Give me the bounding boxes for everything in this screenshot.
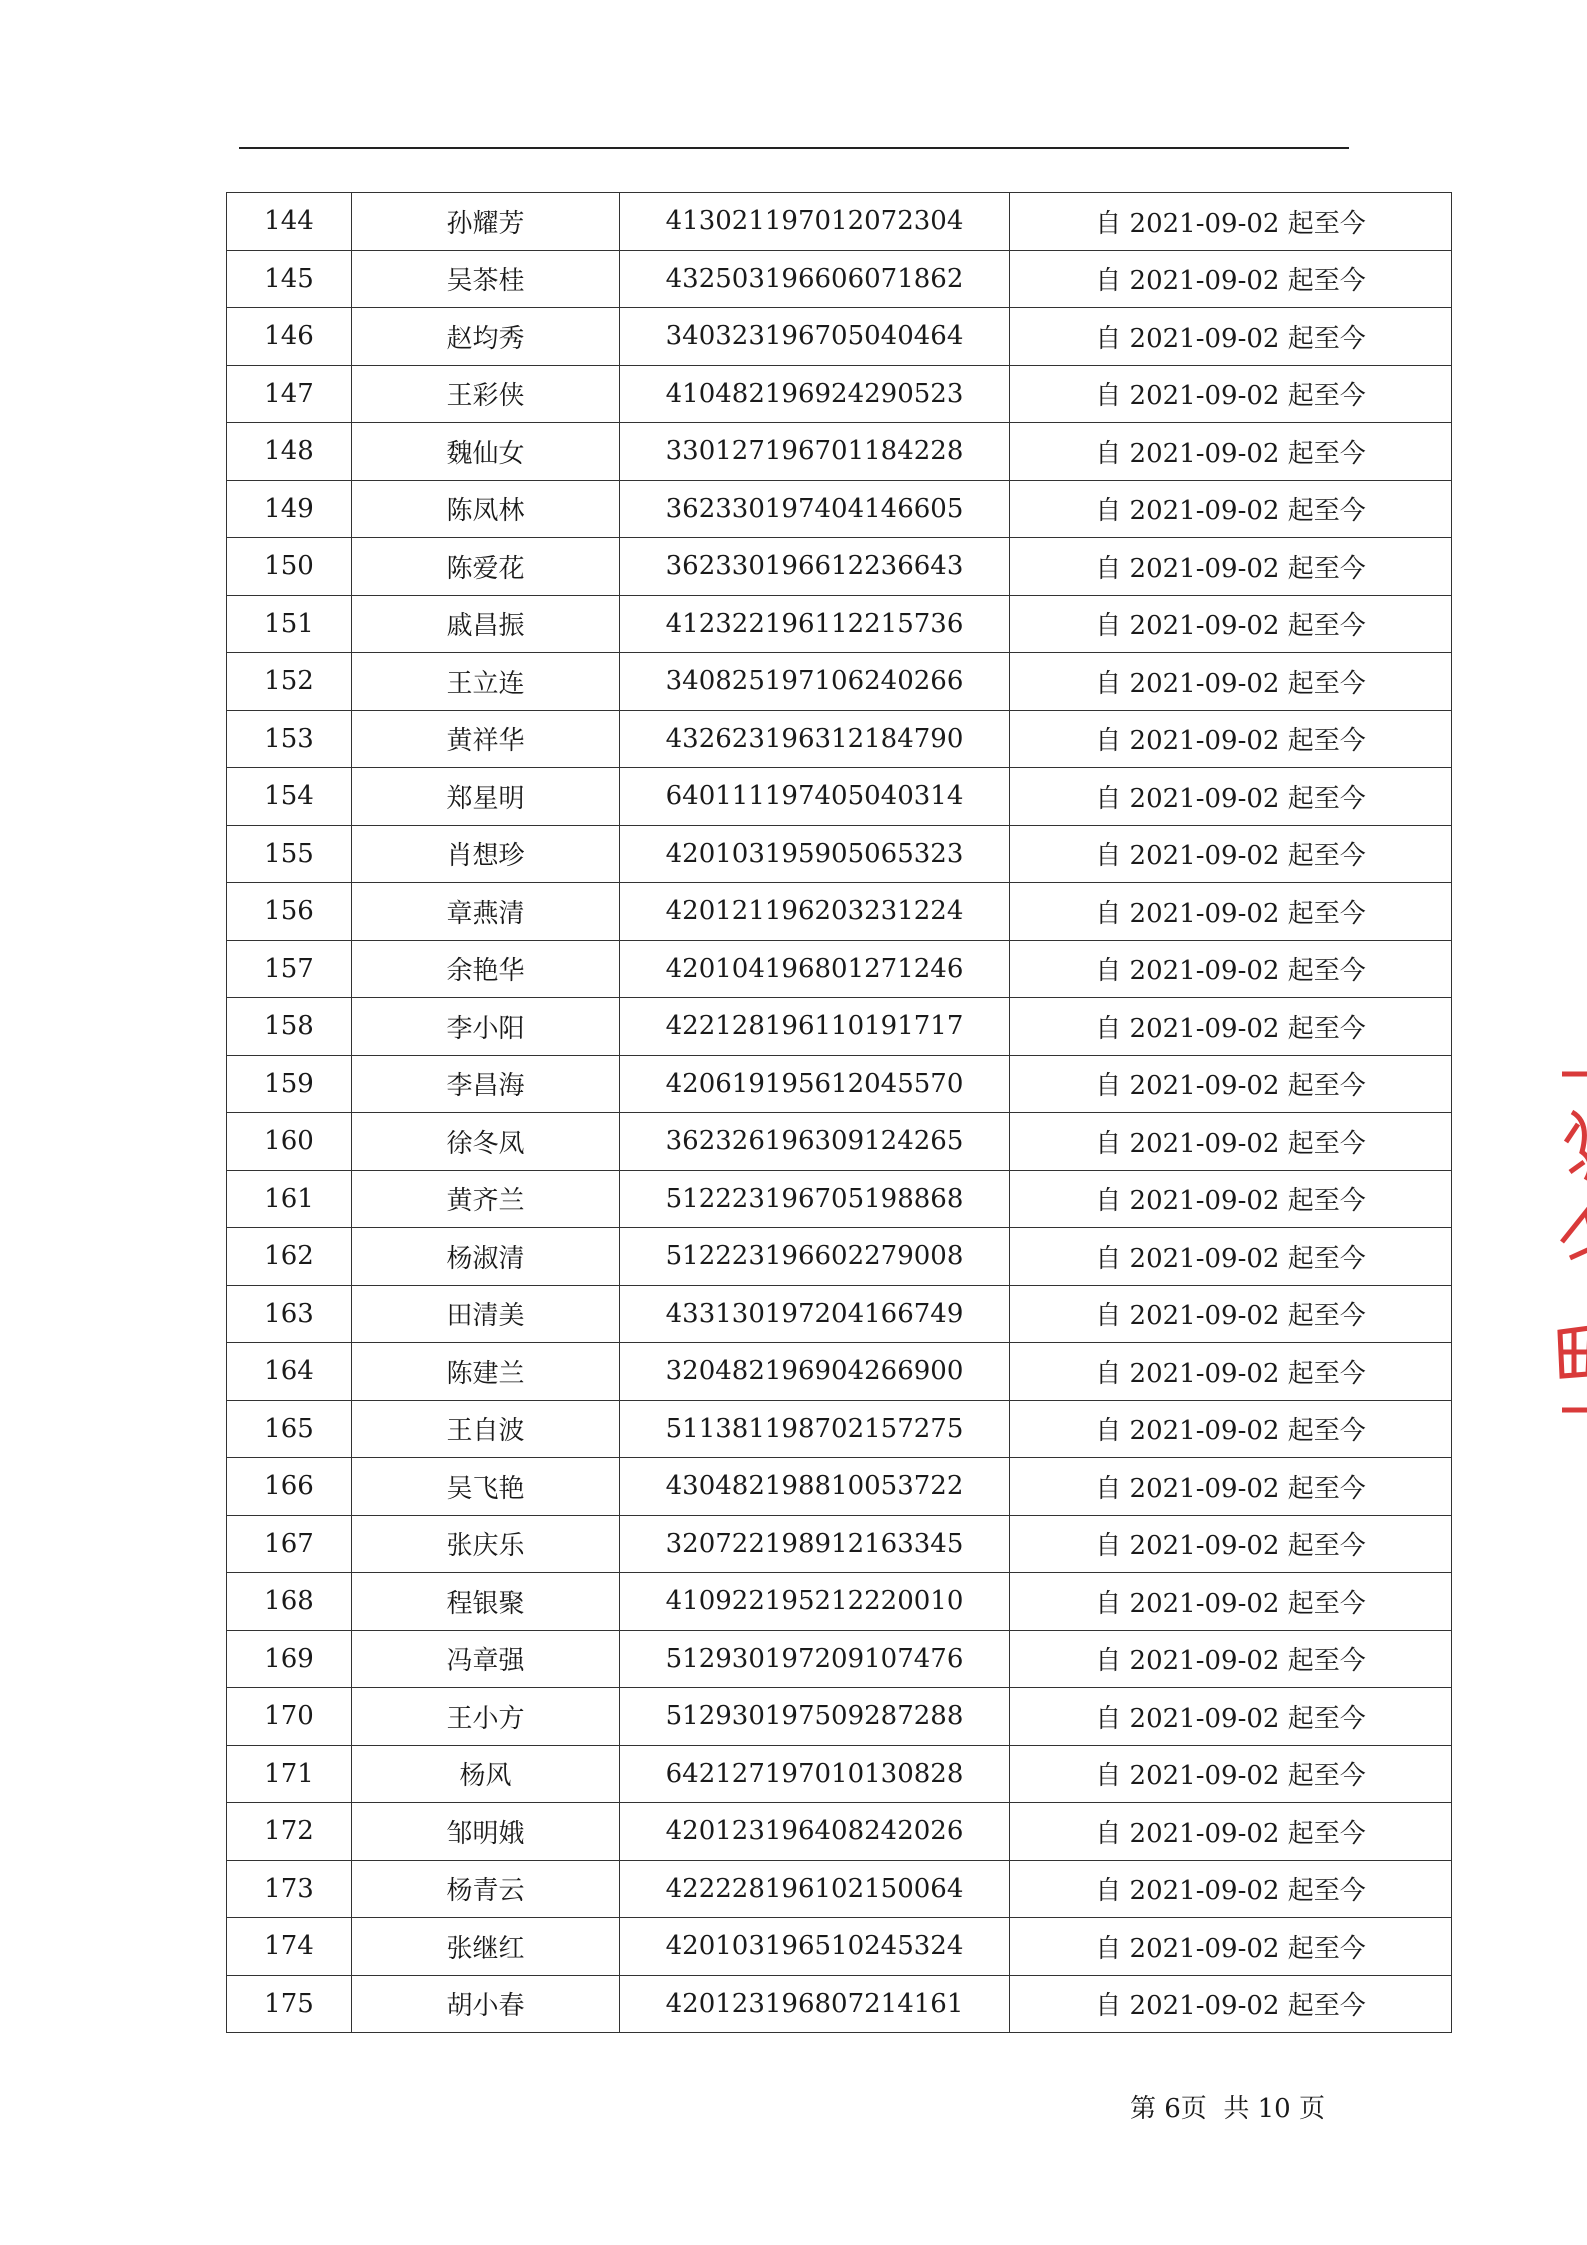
- table-row: [227, 653, 1452, 711]
- table-row: [227, 538, 1452, 596]
- page-number-label: 第 6页 共 10 页: [1130, 2094, 1325, 2124]
- table-row: [227, 1228, 1452, 1286]
- seal-glyph-1: [1566, 1112, 1587, 1180]
- seal-glyph-2: [1562, 1212, 1587, 1262]
- table-row: [227, 1400, 1452, 1458]
- row-number: 152: [227, 653, 352, 711]
- row-name: 胡小春: [352, 1975, 620, 2033]
- row-period: 自 2021-09-02 起至今: [1010, 250, 1452, 308]
- row-period: 自 2021-09-02 起至今: [1010, 1055, 1452, 1113]
- row-name: 徐冬凤: [352, 1113, 620, 1171]
- row-number: 167: [227, 1515, 352, 1573]
- row-period: 自 2021-09-02 起至今: [1010, 308, 1452, 366]
- row-period: 自 2021-09-02 起至今: [1010, 1918, 1452, 1976]
- row-id-number: 430482198810053722: [620, 1458, 1010, 1516]
- row-period: 自 2021-09-02 起至今: [1010, 998, 1452, 1056]
- row-name: 陈凤林: [352, 480, 620, 538]
- row-name: 吴飞艳: [352, 1458, 620, 1516]
- row-period: 自 2021-09-02 起至今: [1010, 1458, 1452, 1516]
- row-number: 166: [227, 1458, 352, 1516]
- row-number: 157: [227, 940, 352, 998]
- table-row: [227, 1630, 1452, 1688]
- row-period: 自 2021-09-02 起至今: [1010, 365, 1452, 423]
- table-row: [227, 1458, 1452, 1516]
- row-name: 陈爱花: [352, 538, 620, 596]
- row-period: 自 2021-09-02 起至今: [1010, 1745, 1452, 1803]
- row-name: 张继红: [352, 1918, 620, 1976]
- row-period: 自 2021-09-02 起至今: [1010, 1285, 1452, 1343]
- table-row: [227, 308, 1452, 366]
- row-period: 自 2021-09-02 起至今: [1010, 595, 1452, 653]
- roster-body: [227, 193, 1452, 2033]
- row-period: 自 2021-09-02 起至今: [1010, 1228, 1452, 1286]
- row-id-number: 412322196112215736: [620, 595, 1010, 653]
- row-name: 杨风: [352, 1745, 620, 1803]
- table-row: [227, 480, 1452, 538]
- row-number: 159: [227, 1055, 352, 1113]
- row-number: 174: [227, 1918, 352, 1976]
- row-name: 杨淑清: [352, 1228, 620, 1286]
- row-period: 自 2021-09-02 起至今: [1010, 653, 1452, 711]
- row-name: 赵均秀: [352, 308, 620, 366]
- roster-table: [226, 192, 1452, 2033]
- row-number: 162: [227, 1228, 352, 1286]
- table-row: [227, 1803, 1452, 1861]
- row-period: 自 2021-09-02 起至今: [1010, 825, 1452, 883]
- row-number: 145: [227, 250, 352, 308]
- row-period: 自 2021-09-02 起至今: [1010, 1170, 1452, 1228]
- table-row: [227, 1113, 1452, 1171]
- row-id-number: 432623196312184790: [620, 710, 1010, 768]
- row-period: 自 2021-09-02 起至今: [1010, 940, 1452, 998]
- row-id-number: 422128196110191717: [620, 998, 1010, 1056]
- row-period: 自 2021-09-02 起至今: [1010, 1113, 1452, 1171]
- row-number: 153: [227, 710, 352, 768]
- row-period: 自 2021-09-02 起至今: [1010, 480, 1452, 538]
- row-number: 156: [227, 883, 352, 941]
- row-period: 自 2021-09-02 起至今: [1010, 768, 1452, 826]
- row-name: 孙耀芳: [352, 193, 620, 251]
- row-number: 164: [227, 1343, 352, 1401]
- row-number: 154: [227, 768, 352, 826]
- table-row: [227, 1745, 1452, 1803]
- row-number: 165: [227, 1400, 352, 1458]
- row-number: 150: [227, 538, 352, 596]
- row-period: 自 2021-09-02 起至今: [1010, 423, 1452, 481]
- row-id-number: 420123196807214161: [620, 1975, 1010, 2033]
- row-id-number: 420103195905065323: [620, 825, 1010, 883]
- row-name: 邹明娥: [352, 1803, 620, 1861]
- table-row: [227, 825, 1452, 883]
- row-id-number: 320482196904266900: [620, 1343, 1010, 1401]
- row-name: 张庆乐: [352, 1515, 620, 1573]
- table-row: [227, 1343, 1452, 1401]
- table-row: [227, 940, 1452, 998]
- row-number: 148: [227, 423, 352, 481]
- row-id-number: 432503196606071862: [620, 250, 1010, 308]
- table-row: [227, 1055, 1452, 1113]
- table-row: [227, 250, 1452, 308]
- row-number: 149: [227, 480, 352, 538]
- row-number: 146: [227, 308, 352, 366]
- row-name: 章燕清: [352, 883, 620, 941]
- row-period: 自 2021-09-02 起至今: [1010, 710, 1452, 768]
- row-id-number: 422228196102150064: [620, 1860, 1010, 1918]
- row-id-number: 330127196701184228: [620, 423, 1010, 481]
- seal-glyph-3: [1560, 1328, 1587, 1376]
- row-name: 肖想珍: [352, 825, 620, 883]
- row-number: 151: [227, 595, 352, 653]
- table-row: [227, 1860, 1452, 1918]
- row-number: 168: [227, 1573, 352, 1631]
- row-number: 175: [227, 1975, 352, 2033]
- row-id-number: 512223196602279008: [620, 1228, 1010, 1286]
- row-period: 自 2021-09-02 起至今: [1010, 1573, 1452, 1631]
- row-period: 自 2021-09-02 起至今: [1010, 1343, 1452, 1401]
- row-name: 冯章强: [352, 1630, 620, 1688]
- row-number: 170: [227, 1688, 352, 1746]
- row-id-number: 420121196203231224: [620, 883, 1010, 941]
- row-number: 171: [227, 1745, 352, 1803]
- table-row: [227, 193, 1452, 251]
- row-number: 147: [227, 365, 352, 423]
- row-id-number: 362330196612236643: [620, 538, 1010, 596]
- row-number: 173: [227, 1860, 352, 1918]
- row-name: 王立连: [352, 653, 620, 711]
- table-row: [227, 1688, 1452, 1746]
- row-id-number: 512930197209107476: [620, 1630, 1010, 1688]
- table-row: [227, 1573, 1452, 1631]
- row-name: 陈建兰: [352, 1343, 620, 1401]
- table-row: [227, 365, 1452, 423]
- row-name: 田清美: [352, 1285, 620, 1343]
- row-id-number: 340323196705040464: [620, 308, 1010, 366]
- row-id-number: 413021197012072304: [620, 193, 1010, 251]
- row-name: 余艳华: [352, 940, 620, 998]
- table-row: [227, 595, 1452, 653]
- table-row: [227, 998, 1452, 1056]
- row-name: 程银聚: [352, 1573, 620, 1631]
- row-number: 160: [227, 1113, 352, 1171]
- row-period: 自 2021-09-02 起至今: [1010, 193, 1452, 251]
- row-id-number: 320722198912163345: [620, 1515, 1010, 1573]
- row-name: 吴茶桂: [352, 250, 620, 308]
- row-id-number: 642127197010130828: [620, 1745, 1010, 1803]
- row-name: 戚昌振: [352, 595, 620, 653]
- row-id-number: 420103196510245324: [620, 1918, 1010, 1976]
- red-seal-stamp: [1556, 1062, 1587, 1422]
- row-id-number: 420104196801271246: [620, 940, 1010, 998]
- row-id-number: 420123196408242026: [620, 1803, 1010, 1861]
- row-number: 144: [227, 193, 352, 251]
- row-id-number: 640111197405040314: [620, 768, 1010, 826]
- row-name: 郑星明: [352, 768, 620, 826]
- row-period: 自 2021-09-02 起至今: [1010, 883, 1452, 941]
- table-row: [227, 1975, 1452, 2033]
- row-period: 自 2021-09-02 起至今: [1010, 1400, 1452, 1458]
- row-number: 161: [227, 1170, 352, 1228]
- table-row: [227, 1285, 1452, 1343]
- row-number: 158: [227, 998, 352, 1056]
- row-number: 163: [227, 1285, 352, 1343]
- row-number: 155: [227, 825, 352, 883]
- table-row: [227, 1918, 1452, 1976]
- row-name: 李小阳: [352, 998, 620, 1056]
- row-period: 自 2021-09-02 起至今: [1010, 538, 1452, 596]
- row-name: 李昌海: [352, 1055, 620, 1113]
- table-row: [227, 423, 1452, 481]
- header-rule: [239, 147, 1349, 149]
- row-name: 魏仙女: [352, 423, 620, 481]
- row-id-number: 410482196924290523: [620, 365, 1010, 423]
- table-row: [227, 1170, 1452, 1228]
- row-number: 172: [227, 1803, 352, 1861]
- row-id-number: 410922195212220010: [620, 1573, 1010, 1631]
- row-name: 黄祥华: [352, 710, 620, 768]
- table-row: [227, 710, 1452, 768]
- table-row: [227, 768, 1452, 826]
- row-number: 169: [227, 1630, 352, 1688]
- row-name: 王小方: [352, 1688, 620, 1746]
- row-period: 自 2021-09-02 起至今: [1010, 1803, 1452, 1861]
- row-period: 自 2021-09-02 起至今: [1010, 1688, 1452, 1746]
- row-period: 自 2021-09-02 起至今: [1010, 1975, 1452, 2033]
- row-period: 自 2021-09-02 起至今: [1010, 1630, 1452, 1688]
- row-name: 黄齐兰: [352, 1170, 620, 1228]
- row-id-number: 511381198702157275: [620, 1400, 1010, 1458]
- row-name: 王自波: [352, 1400, 620, 1458]
- table-row: [227, 1515, 1452, 1573]
- row-id-number: 362326196309124265: [620, 1113, 1010, 1171]
- row-period: 自 2021-09-02 起至今: [1010, 1860, 1452, 1918]
- row-id-number: 433130197204166749: [620, 1285, 1010, 1343]
- row-id-number: 512930197509287288: [620, 1688, 1010, 1746]
- table-row: [227, 883, 1452, 941]
- row-name: 王彩侠: [352, 365, 620, 423]
- row-id-number: 512223196705198868: [620, 1170, 1010, 1228]
- row-period: 自 2021-09-02 起至今: [1010, 1515, 1452, 1573]
- row-id-number: 362330197404146605: [620, 480, 1010, 538]
- row-id-number: 340825197106240266: [620, 653, 1010, 711]
- row-name: 杨青云: [352, 1860, 620, 1918]
- row-id-number: 420619195612045570: [620, 1055, 1010, 1113]
- page-number: [1000, 2088, 1450, 2125]
